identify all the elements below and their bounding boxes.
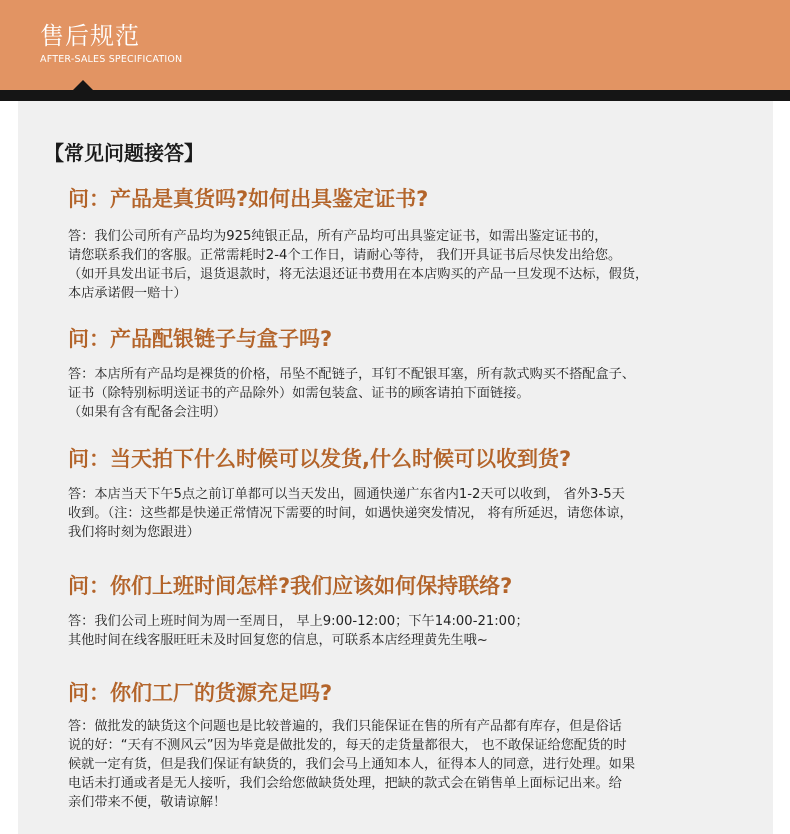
answer-line: （如果有含有配备会注明） [68,405,227,420]
answer-line: 请您联系我们的客服。正常需耗时2-4个工作日，请耐心等待， 我们开具证书后尽快发出给您。 [68,248,622,263]
header-subtitle: AFTER-SALES SPECIFICATION [40,54,183,65]
question-text: 问：当天拍下什么时候可以发货,什么时候可以收到货? [68,447,572,471]
qa-item-stock-supply [68,680,748,812]
answer-line: 答：本店当天下午5点之前订单都可以当天发出，圆通快递广东省内1-2天可以收到， 省外3-5天 [68,487,625,502]
answer-line: 答：做批发的缺货这个问题也是比较普遍的，我们只能保证在售的所有产品都有库存，但是俗话 [68,719,622,734]
question-text: 问：产品是真货吗?如何出具鉴定证书? [68,187,429,211]
qa-item-authenticity [68,186,748,303]
question-text: 问：你们工厂的货源充足吗? [68,681,333,705]
answer-line: 答：我们公司上班时间为周一至周日， 早上9:00-12:00；下午14:00-21:00； [68,614,529,629]
answer-text [68,227,748,303]
header-band [0,0,790,90]
answer-line: 证书（除特别标明送证书的产品除外）如需包装盒、证书的顾客请拍下面链接。 [68,386,530,401]
answer-line: 本店承诺假一赔十） [68,286,187,301]
answer-line: 我们将时刻为您跟进） [68,525,200,540]
section-heading: 【常见问题接答】 [44,141,204,165]
answer-line: 收到。（注：这些都是快递正常情况下需要的时间，如遇快递突发情况， 将有所延迟，请您体谅， [68,506,633,521]
answer-text [68,612,748,650]
header-divider-bar [0,90,790,101]
qa-item-working-hours [68,573,748,650]
answer-line: 电话未打通或者是无人接听，我们会给您做缺货处理，把缺的款式会在销售单上面标记出来。给 [68,776,622,791]
answer-line: 候就一定有货，但是我们保证有缺货的，我们会马上通知本人，征得本人的同意，进行处理。如果 [68,757,636,772]
answer-line: 答：本店所有产品均是裸货的价格，吊坠不配链子，耳钉不配银耳塞，所有款式购买不搭配盒子、 [68,367,636,382]
answer-text [68,365,748,422]
answer-line: 答：我们公司所有产品均为925纯银正品，所有产品均可出具鉴定证书，如需出鉴定证书的， [68,229,608,244]
answer-text [68,485,748,542]
question-text: 问：产品配银链子与盒子吗? [68,327,333,351]
qa-item-chain-box [68,326,748,422]
qa-item-shipping [68,446,748,542]
answer-line: 说的好：“天有不测风云”因为毕竟是做批发的，每天的走货量都很大， 也不敢保证给您配货的时 [68,738,627,753]
answer-line: （如开具发出证书后，退货退款时，将无法退还证书费用在本店购买的产品一旦发现不达标，假货， [68,267,649,282]
answer-text [68,717,748,812]
answer-line: 其他时间在线客服旺旺未及时回复您的信息，可联系本店经理黄先生哦~ [68,633,488,648]
header-title: 售后规范 [40,22,140,50]
question-text: 问：你们上班时间怎样?我们应该如何保持联络? [68,574,513,598]
answer-line: 亲们带来不便，敬请谅解！ [68,795,227,810]
